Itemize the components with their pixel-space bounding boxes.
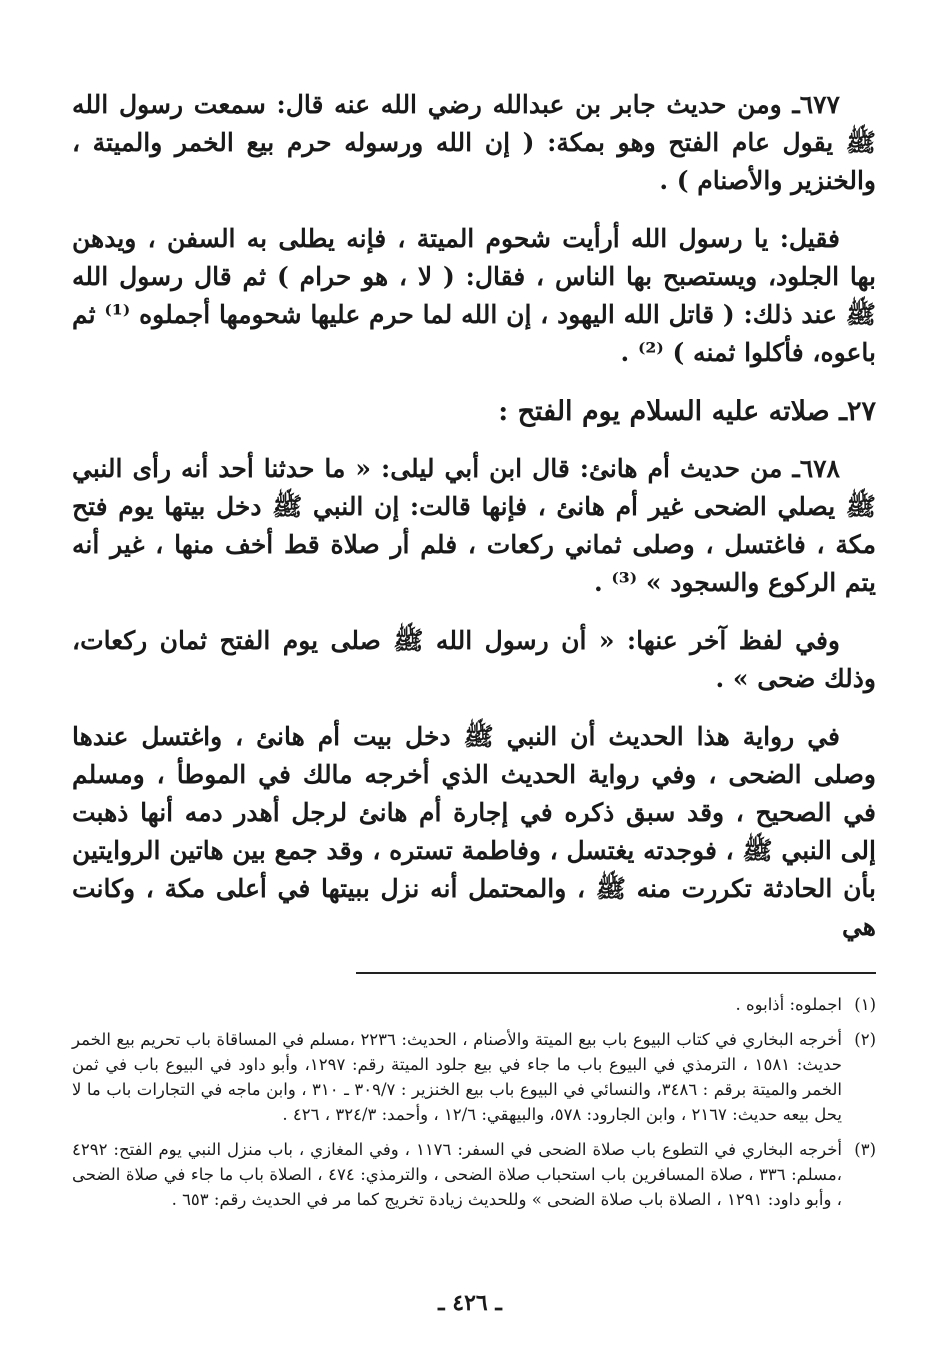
footnote-text: اجملوه: أذابوه . (735, 995, 842, 1014)
footnote-text: أخرجه البخاري في التطوع باب صلاة الضحى في السفر: ١١٧٦ ، وفي المغازي ، باب منزل النبي يوم الفتح: ٤٢٩٢ ،مسلم: ٣٣٦ ، صلاة المسافرين باب استحباب صلاة الضحى ، والترمذي: ٤٧٤ ، الصلاة باب ما جاء في صلاة الضحى ، وأبو داود: ١٢٩١ ، الصلاة باب صلاة الضحى » وللحديث زيادة تخريج كما مر في الحديث رقم: ٦٥٣ . (72, 1140, 842, 1209)
paragraph-678-variant: وفي لفظ آخر عنها: « أن رسول الله ﷺ صلى يوم الفتح ثمان ركعات، وذلك ضحى » . (72, 626, 876, 693)
section-heading: ٢٧ـ صلاته عليه السلام يوم الفتح : (498, 396, 876, 427)
footnote-3 (72, 1137, 876, 1212)
paragraph-678-commentary: في رواية هذا الحديث أن النبي ﷺ دخل بيت أم هانئ ، واغتسل عندها وصلى الضحى ، وفي رواية الحديث الذي أخرجه مالك في الموطأ ، ومسلم في الصحيح ، وقد سبق ذكره في إجارة أم هانئ لرجل أهدر دمه أنها ذهبت إلى النبي ﷺ ، فوجدته يغتسل ، وفاطمة تستره ، وقد جمع بين هاتين الروايتين بأن الحادثة تكررت منه ﷺ ، والمحتمل أنه نزل ببيتها في أعلى مكة ، وكانت هي (72, 722, 877, 941)
footnote-1 (72, 992, 876, 1017)
footnote-number: (٢) (854, 1030, 876, 1049)
page-number: ـ ٤٢٦ ـ (438, 1290, 502, 1316)
footnote-divider (356, 972, 876, 974)
paragraph-678: ٦٧٨ـ من حديث أم هانئ: قال ابن أبي ليلى: « ما حدثنا أحد أنه رأى النبي ﷺ يصلي الضحى غير أم هانئ ، فإنها قالت: إن النبي ﷺ دخل بيتها يوم فتح مكة ، فاغتسل ، وصلى ثماني ركعات ، فلم أر صلاة قط أخف منها ، غير أنه يتم الركوع والسجود » ⁽³⁾ . (72, 454, 876, 597)
footnote-2 (72, 1027, 876, 1127)
page-content (72, 86, 876, 1222)
footnote-text: أخرجه البخاري في كتاب البيوع باب بيع الميتة والأصنام ، الحديث: ٢٢٣٦ ،مسلم في المساقاة باب تحريم بيع الخمر حديث: ١٥٨١ ، الترمذي في البيوع باب ما جاء في بيع جلود الميتة رقم: ١٢٩٧، وأبو داود في البيوع باب في ثمن الخمر والميتة برقم : ٣٤٨٦، والنسائي في البيوع باب بيع الخنزير : ٣٠٩/٧ ـ ٣١٠ ، وابن ماجه في التجارات باب ما لا يحل بيعه حديث: ٢١٦٧ ، وابن الجارود: ٥٧٨، والبيهقي: ١٢/٦ ، وأحمد: ٣٢٤/٣ ، ٤٢٦ . (72, 1030, 843, 1124)
footnote-number: (٣) (854, 1140, 876, 1159)
paragraph-677-continued: فقيل: يا رسول الله أرأيت شحوم الميتة ، فإنه يطلى به السفن ، ويدهن بها الجلود، ويستصبح بها الناس ، فقال: ( لا ، هو حرام ) ثم قال رسول الله ﷺ عند ذلك: ( قاتل الله اليهود ، إن الله لما حرم عليها شحومها أجملوه ⁽¹⁾ ثم باعوه، فأكلوا ثمنه ) ⁽²⁾ . (72, 224, 877, 367)
footnote-number: (١) (854, 995, 876, 1014)
paragraph-677: ٦٧٧ـ ومن حديث جابر بن عبدالله رضي الله عنه قال: سمعت رسول الله ﷺ يقول عام الفتح وهو بمكة: ( إن الله ورسوله حرم بيع الخمر والميتة ، والخنزير والأصنام ) . (72, 90, 876, 195)
